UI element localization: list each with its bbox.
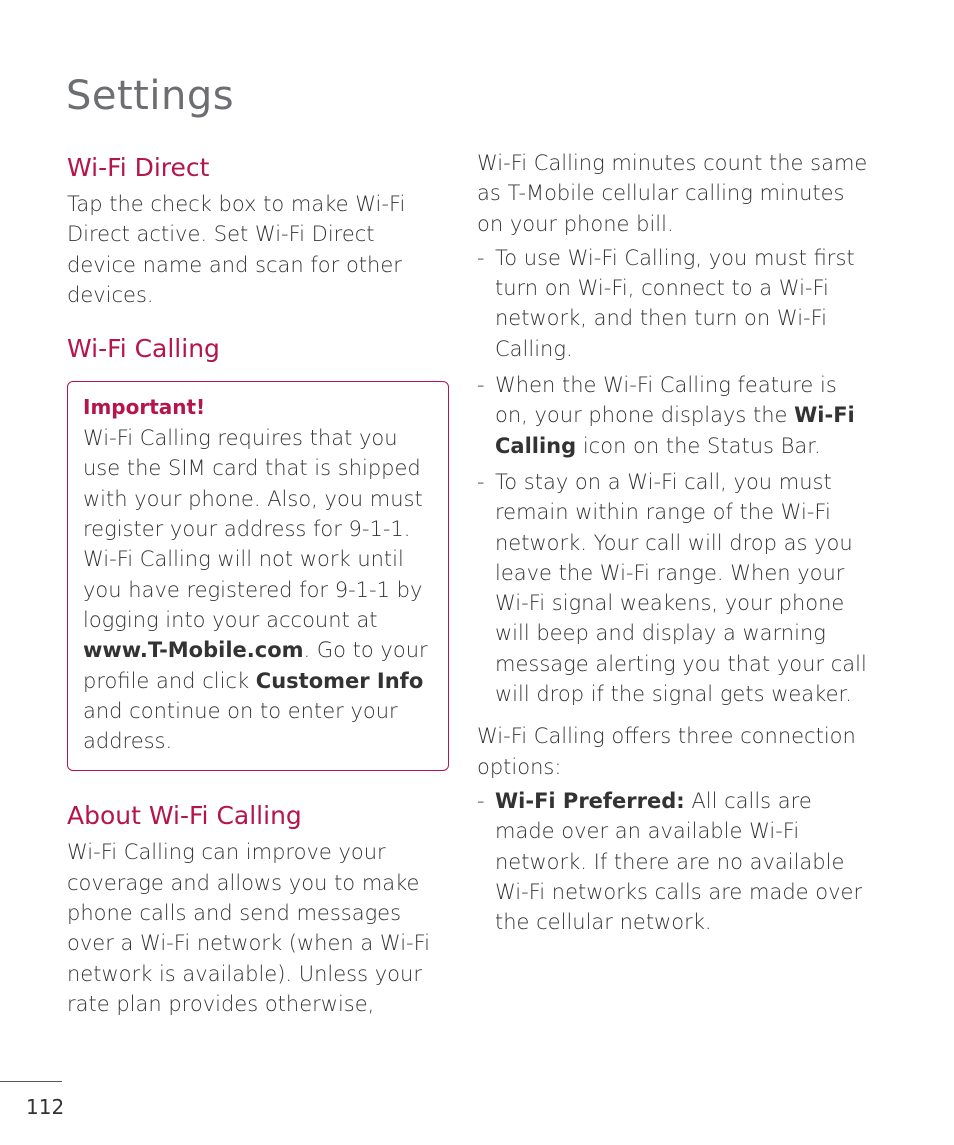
important-text xyxy=(83,423,436,756)
list-item xyxy=(477,786,869,937)
page-number: 112 xyxy=(26,1095,65,1119)
important-text-part-1: Wi-Fi Calling requires that you use the SIM card that is shipped with your phone. Also, you must register your address for 9-1-1. Wi-Fi Calling will not work until you have registered for 9-1-1 by logging into your account at xyxy=(83,426,423,632)
bullet-text-post: icon on the Status Bar. xyxy=(576,433,821,458)
bullet-dash: - xyxy=(477,469,485,494)
bullet-dash: - xyxy=(477,245,485,270)
option-name: Wi-Fi Preferred: xyxy=(495,788,685,813)
important-text-part-2: . Go to your profile and click xyxy=(83,638,428,693)
about-wifi-calling-body: Wi-Fi Calling can improve your coverage and allows you to make phone calls and send messages over a Wi-Fi network (when a Wi-Fi network is available). Unless your rate plan provides otherwise, xyxy=(67,840,431,1016)
page-title: Settings xyxy=(66,73,235,119)
list-item xyxy=(477,467,869,709)
important-notice-box xyxy=(67,381,449,771)
important-label: Important! xyxy=(83,395,206,420)
bullet-text: To stay on a Wi-Fi call, you must remain within range of the Wi-Fi network. Your call will drop as you leave the Wi-Fi range. When your Wi-Fi signal weakens, your phone will beep and display a warning message alerting you that your call will drop if the signal gets weaker. xyxy=(495,469,867,707)
bullet-dash: - xyxy=(477,788,485,813)
tmobile-website-link[interactable]: www.T-Mobile.com xyxy=(83,638,304,663)
left-column xyxy=(67,146,449,1019)
wifi-direct-heading: Wi-Fi Direct xyxy=(67,153,210,182)
wifi-direct-body: Tap the check box to make Wi-Fi Direct active. Set Wi-Fi Direct device name and scan for other devices. xyxy=(67,192,406,307)
option-text: All calls are made over an available Wi-Fi network. If there are no available Wi-Fi networks calls are made over the cellular network. xyxy=(495,788,863,935)
connection-options-list xyxy=(477,786,869,937)
bullet-text-pre: When the Wi-Fi Calling feature is on, your phone displays the xyxy=(495,373,837,428)
bullet-text: To use Wi-Fi Calling, you must first turn on Wi-Fi, connect to a Wi-Fi network, and then turn on Wi-Fi Calling. xyxy=(495,245,855,361)
customer-info-label: Customer Info xyxy=(255,668,424,693)
right-column xyxy=(477,146,869,943)
footer-divider xyxy=(0,1081,62,1082)
list-item xyxy=(477,243,869,364)
important-text-part-3: and continue on to enter your address. xyxy=(83,698,398,754)
about-wifi-calling-heading: About Wi-Fi Calling xyxy=(67,801,302,831)
bullet-dash: - xyxy=(477,373,485,398)
minutes-intro: Wi-Fi Calling minutes count the same as T-Mobile cellular calling minutes on your phone bill. xyxy=(477,151,868,236)
wifi-calling-bullet-list xyxy=(477,243,869,709)
wifi-calling-heading: Wi-Fi Calling xyxy=(67,334,220,364)
connection-options-intro: Wi-Fi Calling offers three connection options: xyxy=(477,724,856,779)
list-item xyxy=(477,370,869,461)
wifi-calling-icon-label: Wi-Fi Calling xyxy=(495,403,855,458)
